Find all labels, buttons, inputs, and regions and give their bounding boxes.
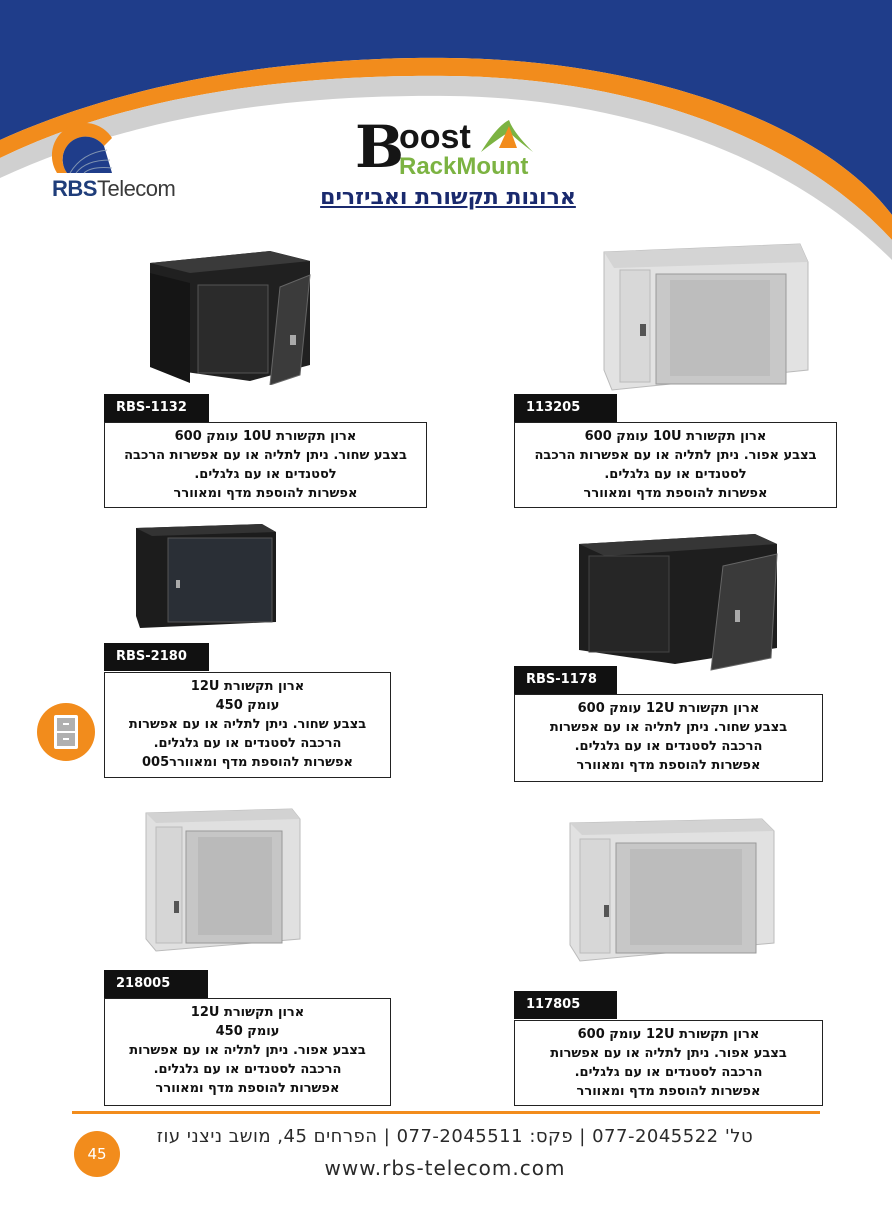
footer-website-link[interactable]: www.rbs-telecom.com <box>324 1156 566 1180</box>
product-code-label: 113205 <box>514 394 617 422</box>
product-desc-line: אפשרות להוספת מדף ומאוורר <box>576 758 761 773</box>
rbs-wordmark-light: Telecom <box>96 176 176 201</box>
product-desc-line: לסטנדים או עם גלגלים. <box>604 467 747 482</box>
cabinet-image-rbs-2180 <box>132 520 278 632</box>
cabinet-image-rbs-1178 <box>575 530 780 672</box>
product-desc-line: עומק 450 <box>215 698 280 713</box>
product-desc-line: ארון תקשורת 12U עומק 600 <box>577 1027 760 1042</box>
product-description-box <box>514 694 823 782</box>
product-desc-line: בצבע אפור. ניתן לתליה או עם אפשרות <box>129 1043 366 1058</box>
product-desc-line: ארון תקשורת 10U עומק 600 <box>584 429 767 444</box>
product-code-label: 117805 <box>514 991 617 1019</box>
product-code-label: RBS-1178 <box>514 666 617 694</box>
product-description-box <box>514 422 837 508</box>
product-desc-line: הרכבה לסטנדים או עם גלגלים. <box>574 1065 763 1080</box>
cabinet-drawers-icon <box>36 702 96 762</box>
product-code-label: RBS-1132 <box>104 394 209 422</box>
footer-contact-info: טל' 077-2045522 | פקס: 077-2045511 | הפרחים 45, מושב ניצני עוז <box>156 1126 754 1147</box>
product-desc-line: בצבע אפור. ניתן לתליה או עם אפשרות <box>550 1046 787 1061</box>
product-desc-line: ארון תקשורת 12U <box>190 679 305 694</box>
product-desc-line: ארון תקשורת 12U עומק 600 <box>577 701 760 716</box>
product-code-label: 218005 <box>104 970 208 998</box>
product-desc-line: אפשרות להוספת מדף ומאוורר <box>173 486 358 501</box>
cabinet-image-218005 <box>142 805 302 955</box>
product-description-box <box>104 422 427 508</box>
product-desc-line: לסטנדים או עם גלגלים. <box>194 467 337 482</box>
product-desc-line: אפשרות להוספת מדף ומאוורר <box>155 1081 340 1096</box>
product-desc-line: ארון תקשורת 10U עומק 600 <box>174 429 357 444</box>
product-desc-line: בצבע אפור. ניתן לתליה או עם אפשרות הרכבה <box>534 448 817 463</box>
product-desc-line: עומק 450 <box>215 1024 280 1039</box>
boost-rackmount-logo <box>355 113 545 186</box>
product-desc-line: הרכבה לסטנדים או עם גלגלים. <box>153 736 342 751</box>
footer-divider <box>72 1111 820 1114</box>
product-description-box <box>514 1020 823 1106</box>
product-desc-line: בצבע שחור. ניתן לתליה או עם אפשרות <box>549 720 788 735</box>
product-desc-line: אפשרות להוספת מדף ומאוורר005 <box>141 755 354 770</box>
product-desc-line: ארון תקשורת 12U <box>190 1005 305 1020</box>
product-description-box <box>104 998 391 1106</box>
boost-logo-oost: oost <box>399 118 471 156</box>
product-desc-line: אפשרות להוספת מדף ומאוורר <box>576 1084 761 1099</box>
product-desc-line: בצבע שחור. ניתן לתליה או עם אפשרות הרכבה <box>124 448 407 463</box>
product-desc-line: בצבע שחור. ניתן לתליה או עם אפשרות <box>128 717 367 732</box>
cabinet-image-117805 <box>566 815 778 965</box>
product-desc-line: הרכבה לסטנדים או עם גלגלים. <box>153 1062 342 1077</box>
product-desc-line: אפשרות להוספת מדף ומאוורר <box>583 486 768 501</box>
rbs-wordmark-bold: RBS <box>52 176 97 201</box>
product-description-box <box>104 672 391 778</box>
product-desc-line: הרכבה לסטנדים או עם גלגלים. <box>574 739 763 754</box>
page-title: ארונות תקשורת ואביזרים <box>320 185 576 210</box>
boost-logo-rackmount: RackMount <box>399 153 529 180</box>
cabinet-image-113205 <box>600 240 812 395</box>
boost-logo-peak-icon <box>479 118 535 154</box>
cabinet-image-rbs-1132 <box>140 245 320 385</box>
rbs-telecom-logo <box>50 118 190 208</box>
rbs-globe-icon <box>52 118 122 178</box>
boost-logo-b: B <box>355 113 405 181</box>
product-code-label: RBS-2180 <box>104 643 209 671</box>
page-number-badge: 45 <box>74 1131 120 1177</box>
